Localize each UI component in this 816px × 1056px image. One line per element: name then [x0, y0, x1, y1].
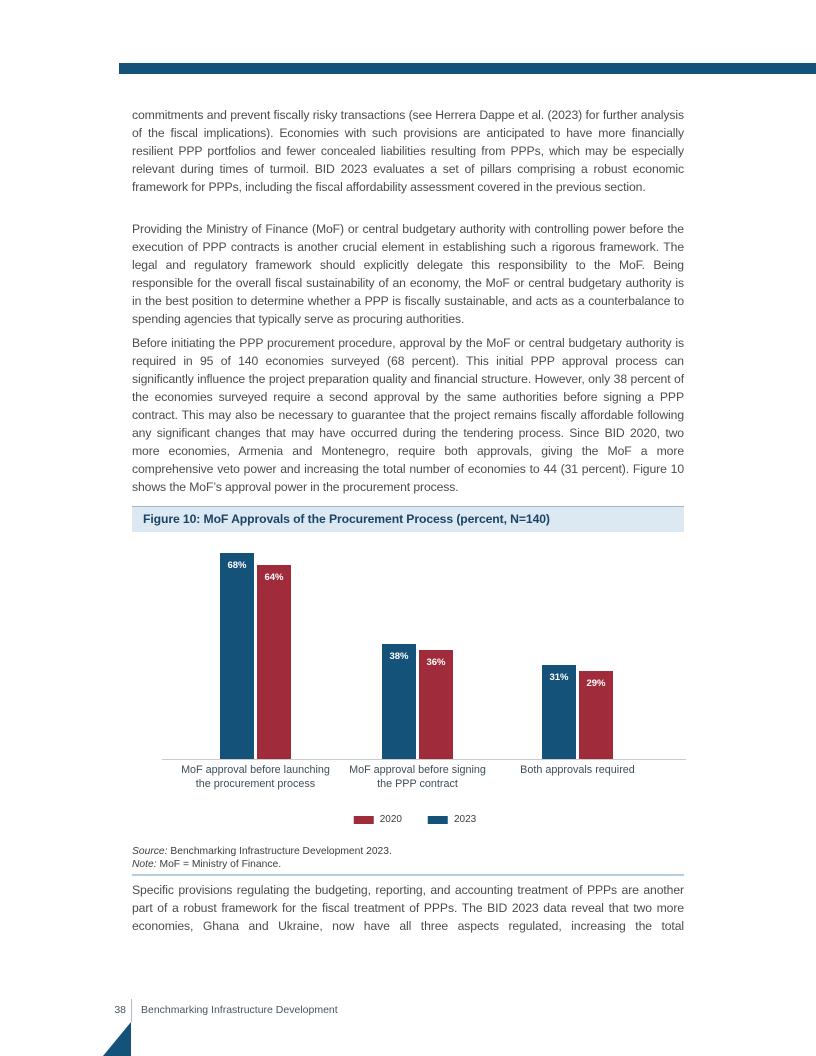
bar-value-label: 38% [389, 651, 409, 662]
bar-2020-group1 [257, 565, 291, 759]
legend-label-2023: 2023 [454, 814, 477, 825]
legend-item-2023 [428, 814, 476, 825]
figure-source [132, 846, 684, 859]
bar-2020-group2 [419, 650, 453, 759]
figure-note [132, 859, 684, 872]
body-paragraph-4: Specific provisions regulating the budgeting, reporting, and accounting treatment of PPPs are another part of a robust framework for the fiscal treatment of PPPs. The BID 2023 data reveal that two more economies, Ghana and Ukraine, now have all three aspects regulated, increasing the total [132, 883, 684, 933]
section-divider [132, 874, 684, 876]
bar-2023-group1 [220, 553, 254, 759]
bar-2023-group2 [382, 644, 416, 759]
page-top-accent-bar [119, 63, 816, 74]
body-paragraph-3: Before initiating the PPP procurement procedure, approval by the MoF or central budgetary authority is required in 95 of 140 economies surveyed (68 percent). This initial PPP approval process can significantly influence the project preparation quality and financial structure. However, only 38 percent of the economies surveyed require a second approval by the same authorities before signing a PPP contract. This may also be necessary to guarantee that the project remains fiscally affordable following any significant changes that may have occurred during the tendering process. Since BID 2020, two more economies, Armenia and Montenegro, require both approvals, giving the MoF a more comprehensive veto power and increasing the total number of economies to 44 (31 percent). Figure 10 shows the MoF’s approval power in the procurement process. [132, 336, 684, 494]
bar-2023-group3 [542, 665, 576, 759]
legend-swatch-2020 [354, 816, 374, 824]
corner-triangle [103, 1022, 131, 1056]
category-label-1: MoF approval before launching the procurement process [181, 764, 330, 790]
body-paragraph-1: commitments and prevent fiscally risky transactions (see Herrera Dappe et al. (2023) for further analysis of the fiscal implications). Economies with such provisions are anticipated to have more financially resilient PPP portfolios and fewer concealed liabilities resulting from PPPs, which may be especially relevant during times of turmoil. BID 2023 evaluates a set of pillars comprising a robust economic framework for PPPs, including the fiscal affordability assessment covered in the previous section. [132, 108, 684, 194]
legend-swatch-2023 [428, 816, 448, 824]
legend-label-2020: 2020 [379, 814, 402, 825]
legend-item-2020 [354, 814, 402, 825]
body-paragraph-2: Providing the Ministry of Finance (MoF) or central budgetary authority with controlling power before the execution of PPP contracts is another crucial element in establishing such a rigorous framework. The legal and regulatory framework should explicitly delegate this responsibility to the MoF. Being responsible for the overall fiscal sustainability of an economy, the MoF or central budgetary authority is in the best position to determine whether a PPP is fiscally sustainable, and acts as a counterbalance to spending agencies that typically serve as procuring authorities. [132, 222, 684, 326]
figure-notes [132, 846, 684, 871]
chart-baseline-axis [162, 759, 686, 760]
chart-legend [354, 814, 477, 825]
footer-divider [131, 999, 132, 1022]
note-text: MoF = Ministry of Finance. [156, 858, 282, 870]
footer-title: Benchmarking Infrastructure Development [141, 1004, 338, 1016]
bar-chart [132, 548, 684, 838]
bar-value-label: 31% [549, 672, 569, 683]
category-label-3: Both approvals required [520, 764, 635, 776]
figure-title: Figure 10: MoF Approvals of the Procurement Process (percent, N=140) [132, 506, 684, 532]
bar-value-label: 36% [426, 657, 446, 668]
source-label: Source: [132, 846, 168, 857]
bar-2020-group3 [579, 671, 613, 759]
bar-value-label: 64% [264, 572, 284, 583]
bar-value-label: 68% [227, 560, 247, 571]
category-label-2: MoF approval before signing the PPP contract [349, 764, 486, 790]
note-label: Note: [132, 858, 157, 870]
source-text: Benchmarking Infrastructure Development 2023. [167, 846, 392, 857]
bar-value-label: 29% [586, 678, 606, 689]
page-number: 38 [114, 1004, 126, 1016]
